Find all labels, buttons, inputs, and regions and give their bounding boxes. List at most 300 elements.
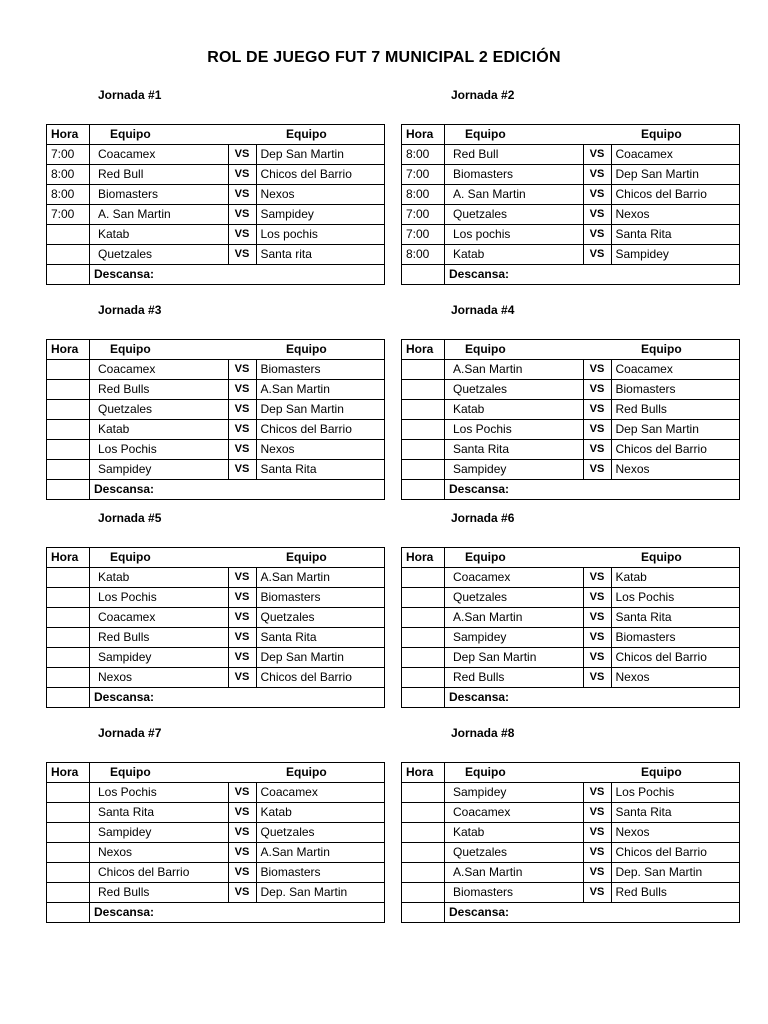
table-row: [402, 648, 740, 668]
table-row: [47, 588, 385, 608]
match-home-team: Red Bull: [90, 165, 229, 185]
match-away-team: Biomasters: [256, 360, 385, 380]
match-hora: 7:00: [47, 205, 90, 225]
match-home-team: Biomasters: [445, 883, 584, 903]
match-away-team: Nexos: [256, 440, 385, 460]
match-vs: VS: [583, 863, 611, 883]
table-row: [47, 803, 385, 823]
descansa-label: Descansa:: [445, 265, 740, 285]
match-home-team: Coacamex: [90, 145, 229, 165]
match-away-team: Katab: [256, 803, 385, 823]
match-away-team: Biomasters: [256, 588, 385, 608]
match-vs: VS: [583, 460, 611, 480]
table-header: [47, 125, 385, 145]
jornada-title: Jornada #5: [98, 511, 162, 525]
match-home-team: Quetzales: [90, 245, 229, 265]
match-hora: [47, 225, 90, 245]
match-vs: VS: [228, 400, 256, 420]
match-vs: VS: [228, 440, 256, 460]
match-vs: VS: [583, 648, 611, 668]
match-away-team: Coacamex: [611, 145, 740, 165]
table-header: [47, 548, 385, 568]
header-equipo-home: Equipo: [445, 340, 584, 360]
match-home-team: Dep San Martin: [445, 648, 584, 668]
descansa-hora: [47, 903, 90, 923]
jornada-title: Jornada #2: [451, 88, 515, 102]
header-spacer: [583, 763, 611, 783]
match-hora: [402, 883, 445, 903]
descansa-label: Descansa:: [445, 480, 740, 500]
table-row: [47, 185, 385, 205]
match-hora: [402, 823, 445, 843]
match-vs: VS: [228, 225, 256, 245]
match-away-team: Los pochis: [256, 225, 385, 245]
descansa-row: [402, 688, 740, 708]
table-row: [47, 360, 385, 380]
descansa-hora: [47, 265, 90, 285]
table-row: [47, 863, 385, 883]
table-row: [47, 783, 385, 803]
match-vs: VS: [583, 628, 611, 648]
match-away-team: Sampidey: [256, 205, 385, 225]
match-away-team: Dep. San Martin: [611, 863, 740, 883]
match-hora: [402, 460, 445, 480]
header-equipo-home: Equipo: [90, 548, 229, 568]
table-row: [402, 145, 740, 165]
table-row: [47, 145, 385, 165]
descansa-label: Descansa:: [445, 903, 740, 923]
match-vs: VS: [228, 420, 256, 440]
match-away-team: Sampidey: [611, 245, 740, 265]
table-row: [402, 883, 740, 903]
match-vs: VS: [583, 588, 611, 608]
table-row: [402, 568, 740, 588]
match-vs: VS: [228, 460, 256, 480]
match-vs: VS: [583, 783, 611, 803]
match-home-team: Sampidey: [445, 460, 584, 480]
match-home-team: Red Bulls: [90, 883, 229, 903]
match-vs: VS: [228, 823, 256, 843]
table-row: [47, 420, 385, 440]
match-hora: [47, 400, 90, 420]
jornada-title: Jornada #1: [98, 88, 162, 102]
match-away-team: Coacamex: [256, 783, 385, 803]
match-hora: 8:00: [402, 145, 445, 165]
match-hora: [402, 648, 445, 668]
match-vs: VS: [583, 608, 611, 628]
match-away-team: Chicos del Barrio: [256, 668, 385, 688]
match-hora: [47, 783, 90, 803]
header-equipo-away: Equipo: [611, 340, 740, 360]
match-vs: VS: [583, 165, 611, 185]
match-away-team: Quetzales: [256, 608, 385, 628]
match-hora: [47, 843, 90, 863]
descansa-label: Descansa:: [445, 688, 740, 708]
match-home-team: A.San Martin: [445, 608, 584, 628]
match-away-team: Nexos: [611, 205, 740, 225]
header-spacer: [228, 125, 256, 145]
header-hora: Hora: [47, 340, 90, 360]
match-away-team: A.San Martin: [256, 380, 385, 400]
table-row: [47, 608, 385, 628]
match-away-team: Dep San Martin: [256, 648, 385, 668]
header-hora: Hora: [402, 548, 445, 568]
match-home-team: Los Pochis: [445, 420, 584, 440]
table-row: [402, 668, 740, 688]
match-hora: [402, 608, 445, 628]
descansa-row: [47, 903, 385, 923]
header-equipo-home: Equipo: [445, 763, 584, 783]
match-vs: VS: [228, 588, 256, 608]
schedule-table: [46, 762, 385, 923]
match-hora: 8:00: [47, 185, 90, 205]
match-home-team: Katab: [90, 225, 229, 245]
match-home-team: Sampidey: [90, 460, 229, 480]
match-home-team: Los Pochis: [90, 588, 229, 608]
match-vs: VS: [583, 185, 611, 205]
table-row: [47, 225, 385, 245]
match-hora: [47, 588, 90, 608]
match-vs: VS: [228, 803, 256, 823]
table-row: [47, 400, 385, 420]
header-equipo-away: Equipo: [611, 763, 740, 783]
header-hora: Hora: [402, 340, 445, 360]
table-row: [47, 648, 385, 668]
header-equipo-home: Equipo: [90, 763, 229, 783]
match-vs: VS: [583, 440, 611, 460]
match-vs: VS: [583, 205, 611, 225]
match-away-team: Nexos: [256, 185, 385, 205]
match-hora: [47, 360, 90, 380]
header-spacer: [583, 548, 611, 568]
table-row: [47, 165, 385, 185]
table-row: [47, 568, 385, 588]
match-home-team: Nexos: [90, 843, 229, 863]
match-vs: VS: [228, 668, 256, 688]
match-vs: VS: [228, 380, 256, 400]
match-away-team: Chicos del Barrio: [256, 420, 385, 440]
table-row: [47, 668, 385, 688]
match-home-team: Coacamex: [90, 360, 229, 380]
match-home-team: Santa Rita: [445, 440, 584, 460]
match-vs: VS: [228, 245, 256, 265]
table-row: [402, 863, 740, 883]
match-hora: [47, 380, 90, 400]
match-away-team: Biomasters: [256, 863, 385, 883]
table-header: [47, 763, 385, 783]
match-hora: [402, 420, 445, 440]
table-row: [402, 628, 740, 648]
match-hora: 7:00: [402, 205, 445, 225]
match-hora: 7:00: [402, 165, 445, 185]
match-home-team: Chicos del Barrio: [90, 863, 229, 883]
match-hora: [47, 440, 90, 460]
header-equipo-home: Equipo: [445, 125, 584, 145]
match-vs: VS: [583, 380, 611, 400]
match-hora: [47, 608, 90, 628]
match-vs: VS: [583, 360, 611, 380]
descansa-row: [402, 480, 740, 500]
header-hora: Hora: [402, 125, 445, 145]
table-row: [402, 400, 740, 420]
match-home-team: Los Pochis: [90, 440, 229, 460]
table-row: [402, 245, 740, 265]
match-away-team: Dep. San Martin: [256, 883, 385, 903]
match-hora: [402, 843, 445, 863]
descansa-label: Descansa:: [90, 265, 385, 285]
match-away-team: Santa rita: [256, 245, 385, 265]
match-away-team: Los Pochis: [611, 783, 740, 803]
match-away-team: Santa Rita: [611, 225, 740, 245]
table-row: [47, 883, 385, 903]
match-away-team: Nexos: [611, 460, 740, 480]
match-home-team: Coacamex: [445, 803, 584, 823]
header-equipo-away: Equipo: [256, 125, 385, 145]
match-vs: VS: [228, 608, 256, 628]
header-spacer: [583, 125, 611, 145]
jornada-title: Jornada #6: [451, 511, 515, 525]
descansa-hora: [47, 480, 90, 500]
match-home-team: Los Pochis: [90, 783, 229, 803]
match-vs: VS: [228, 185, 256, 205]
match-away-team: Chicos del Barrio: [611, 843, 740, 863]
match-hora: 7:00: [47, 145, 90, 165]
match-hora: [402, 568, 445, 588]
table-row: [47, 460, 385, 480]
match-away-team: Santa Rita: [256, 628, 385, 648]
match-away-team: Dep San Martin: [256, 400, 385, 420]
match-home-team: Quetzales: [445, 588, 584, 608]
match-home-team: Biomasters: [90, 185, 229, 205]
header-equipo-away: Equipo: [611, 125, 740, 145]
match-home-team: Katab: [445, 400, 584, 420]
match-home-team: A.San Martin: [445, 360, 584, 380]
match-home-team: Quetzales: [445, 205, 584, 225]
match-home-team: Red Bulls: [90, 380, 229, 400]
match-home-team: Sampidey: [90, 648, 229, 668]
match-vs: VS: [228, 568, 256, 588]
match-home-team: Quetzales: [445, 843, 584, 863]
match-home-team: Red Bulls: [445, 668, 584, 688]
table-row: [47, 380, 385, 400]
match-vs: VS: [228, 648, 256, 668]
match-hora: 8:00: [402, 185, 445, 205]
match-vs: VS: [583, 568, 611, 588]
match-vs: VS: [583, 145, 611, 165]
match-home-team: A.San Martin: [445, 863, 584, 883]
table-row: [402, 205, 740, 225]
header-equipo-away: Equipo: [256, 548, 385, 568]
match-hora: 8:00: [47, 165, 90, 185]
match-vs: VS: [583, 843, 611, 863]
match-away-team: Biomasters: [611, 380, 740, 400]
match-home-team: Katab: [445, 823, 584, 843]
match-home-team: Sampidey: [445, 783, 584, 803]
jornada-title: Jornada #3: [98, 303, 162, 317]
match-away-team: Biomasters: [611, 628, 740, 648]
match-hora: [47, 803, 90, 823]
match-hora: [402, 588, 445, 608]
table-row: [402, 460, 740, 480]
schedule-table: [401, 762, 740, 923]
match-hora: [402, 863, 445, 883]
match-hora: [47, 883, 90, 903]
table-row: [47, 628, 385, 648]
schedule-table: [401, 547, 740, 708]
header-hora: Hora: [47, 548, 90, 568]
match-home-team: Nexos: [90, 668, 229, 688]
header-equipo-away: Equipo: [611, 548, 740, 568]
table-row: [402, 608, 740, 628]
table-row: [402, 803, 740, 823]
match-away-team: A.San Martin: [256, 568, 385, 588]
schedule-table: [46, 339, 385, 500]
table-header: [47, 340, 385, 360]
schedule-table: [401, 339, 740, 500]
header-equipo-home: Equipo: [90, 340, 229, 360]
match-home-team: Quetzales: [90, 400, 229, 420]
header-equipo-away: Equipo: [256, 763, 385, 783]
match-home-team: Red Bull: [445, 145, 584, 165]
descansa-row: [402, 903, 740, 923]
match-hora: 8:00: [402, 245, 445, 265]
table-row: [47, 245, 385, 265]
match-away-team: Quetzales: [256, 823, 385, 843]
header-hora: Hora: [402, 763, 445, 783]
match-hora: [402, 783, 445, 803]
match-home-team: Coacamex: [90, 608, 229, 628]
match-away-team: Chicos del Barrio: [611, 440, 740, 460]
match-away-team: Los Pochis: [611, 588, 740, 608]
match-hora: [402, 628, 445, 648]
descansa-label: Descansa:: [90, 903, 385, 923]
table-row: [402, 843, 740, 863]
match-vs: VS: [583, 883, 611, 903]
jornada-title: Jornada #8: [451, 726, 515, 740]
match-away-team: Coacamex: [611, 360, 740, 380]
match-vs: VS: [583, 803, 611, 823]
descansa-row: [47, 480, 385, 500]
table-row: [47, 823, 385, 843]
table-header: [402, 763, 740, 783]
table-header: [402, 340, 740, 360]
match-home-team: Katab: [90, 420, 229, 440]
match-hora: [402, 360, 445, 380]
match-away-team: A.San Martin: [256, 843, 385, 863]
match-home-team: Red Bulls: [90, 628, 229, 648]
header-hora: Hora: [47, 125, 90, 145]
match-vs: VS: [583, 400, 611, 420]
match-vs: VS: [583, 420, 611, 440]
match-hora: [47, 568, 90, 588]
table-row: [402, 360, 740, 380]
match-hora: [47, 648, 90, 668]
match-home-team: A. San Martin: [90, 205, 229, 225]
match-away-team: Dep San Martin: [611, 420, 740, 440]
match-home-team: Biomasters: [445, 165, 584, 185]
match-away-team: Dep San Martin: [611, 165, 740, 185]
match-home-team: Sampidey: [445, 628, 584, 648]
table-row: [402, 420, 740, 440]
table-row: [402, 440, 740, 460]
match-vs: VS: [228, 628, 256, 648]
match-away-team: Dep San Martin: [256, 145, 385, 165]
match-away-team: Santa Rita: [611, 803, 740, 823]
match-away-team: Red Bulls: [611, 400, 740, 420]
match-away-team: Red Bulls: [611, 883, 740, 903]
schedule-table: [46, 547, 385, 708]
match-away-team: Santa Rita: [611, 608, 740, 628]
match-vs: VS: [228, 843, 256, 863]
header-equipo-home: Equipo: [445, 548, 584, 568]
header-spacer: [583, 340, 611, 360]
table-row: [47, 843, 385, 863]
descansa-row: [402, 265, 740, 285]
match-away-team: Chicos del Barrio: [611, 648, 740, 668]
descansa-row: [47, 688, 385, 708]
descansa-row: [47, 265, 385, 285]
match-away-team: Nexos: [611, 668, 740, 688]
descansa-hora: [402, 903, 445, 923]
match-home-team: A. San Martin: [445, 185, 584, 205]
jornada-title: Jornada #7: [98, 726, 162, 740]
match-hora: [47, 863, 90, 883]
table-row: [402, 783, 740, 803]
match-vs: VS: [228, 145, 256, 165]
match-vs: VS: [583, 668, 611, 688]
match-hora: [47, 420, 90, 440]
descansa-label: Descansa:: [90, 480, 385, 500]
match-hora: [402, 400, 445, 420]
match-hora: [402, 440, 445, 460]
match-vs: VS: [228, 863, 256, 883]
table-row: [402, 185, 740, 205]
table-header: [402, 125, 740, 145]
match-away-team: Chicos del Barrio: [611, 185, 740, 205]
match-away-team: Santa Rita: [256, 460, 385, 480]
table-header: [402, 548, 740, 568]
match-hora: [402, 380, 445, 400]
match-hora: [47, 460, 90, 480]
match-vs: VS: [228, 883, 256, 903]
match-hora: [47, 628, 90, 648]
schedule-table: [401, 124, 740, 285]
match-away-team: Chicos del Barrio: [256, 165, 385, 185]
schedule-table: [46, 124, 385, 285]
match-vs: VS: [583, 823, 611, 843]
header-equipo-home: Equipo: [90, 125, 229, 145]
match-home-team: Katab: [445, 245, 584, 265]
descansa-label: Descansa:: [90, 688, 385, 708]
match-home-team: Los pochis: [445, 225, 584, 245]
match-hora: [402, 803, 445, 823]
match-home-team: Sampidey: [90, 823, 229, 843]
match-hora: [47, 668, 90, 688]
match-vs: VS: [228, 205, 256, 225]
match-hora: [47, 245, 90, 265]
descansa-hora: [402, 480, 445, 500]
match-vs: VS: [583, 225, 611, 245]
header-spacer: [228, 340, 256, 360]
table-row: [402, 225, 740, 245]
table-row: [402, 165, 740, 185]
descansa-hora: [402, 688, 445, 708]
match-home-team: Katab: [90, 568, 229, 588]
header-spacer: [228, 548, 256, 568]
descansa-hora: [402, 265, 445, 285]
match-vs: VS: [228, 165, 256, 185]
table-row: [402, 588, 740, 608]
